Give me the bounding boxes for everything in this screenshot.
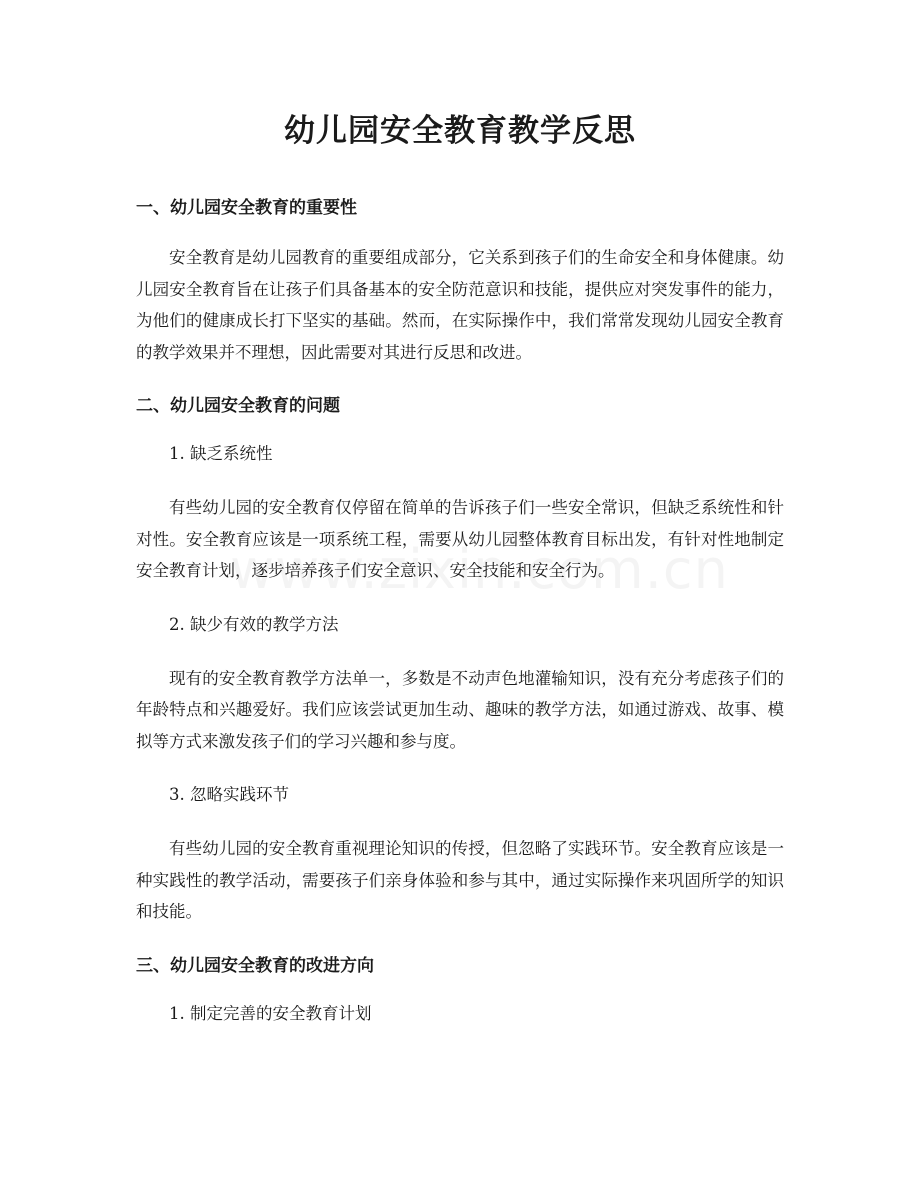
section-2 [136, 392, 784, 928]
subsection-heading: 2. 缺少有效的教学方法 [169, 614, 339, 634]
section-heading: 三、幼儿园安全教育的改进方向 [136, 955, 374, 976]
section-3 [136, 952, 784, 1028]
subsection-heading: 1. 制定完善的安全教育计划 [169, 1003, 372, 1023]
section-heading: 二、幼儿园安全教育的问题 [136, 396, 340, 416]
subsection-paragraph: 现有的安全教育教学方法单一，多数是不动声色地灌输知识，没有充分考虑孩子们的年龄特点和兴趣爱好。我们应该尝试更加生动、趣味的教学方法，如通过游戏、故事、模拟等方式来激发孩子们的学习兴趣和参与度。 [136, 668, 784, 751]
subsection-paragraph: 有些幼儿园的安全教育仅停留在简单的告诉孩子们一些安全常识，但缺乏系统性和针对性。安全教育应该是一项系统工程，需要从幼儿园整体教育目标出发，有针对性地制定安全教育计划，逐步培养孩子们安全意识、安全技能和安全行为。 [136, 498, 784, 580]
section-paragraph: 安全教育是幼儿园教育的重要组成部分，它关系到孩子们的生命安全和身体健康。幼儿园安全教育旨在让孩子们具备基本的安全防范意识和技能，提供应对突发事件的能力，为他们的健康成长打下坚实的基础。然而，在实际操作中，我们常常发现幼儿园安全教育的教学效果并不理想，因此需要对其进行反思和改进。 [136, 248, 784, 362]
subsection-paragraph: 有些幼儿园的安全教育重视理论知识的传授，但忽略了实践环节。安全教育应该是一种实践性的教学活动，需要孩子们亲身体验和参与其中，通过实际操作来巩固所学的知识和技能。 [136, 839, 784, 921]
section-heading: 一、幼儿园安全教育的重要性 [136, 198, 357, 218]
subsection-heading: 3. 忽略实践环节 [169, 785, 289, 804]
page-title: 幼儿园安全教育教学反思 [284, 113, 636, 149]
section-1 [136, 194, 784, 368]
subsection-heading: 1. 缺乏系统性 [169, 444, 273, 463]
